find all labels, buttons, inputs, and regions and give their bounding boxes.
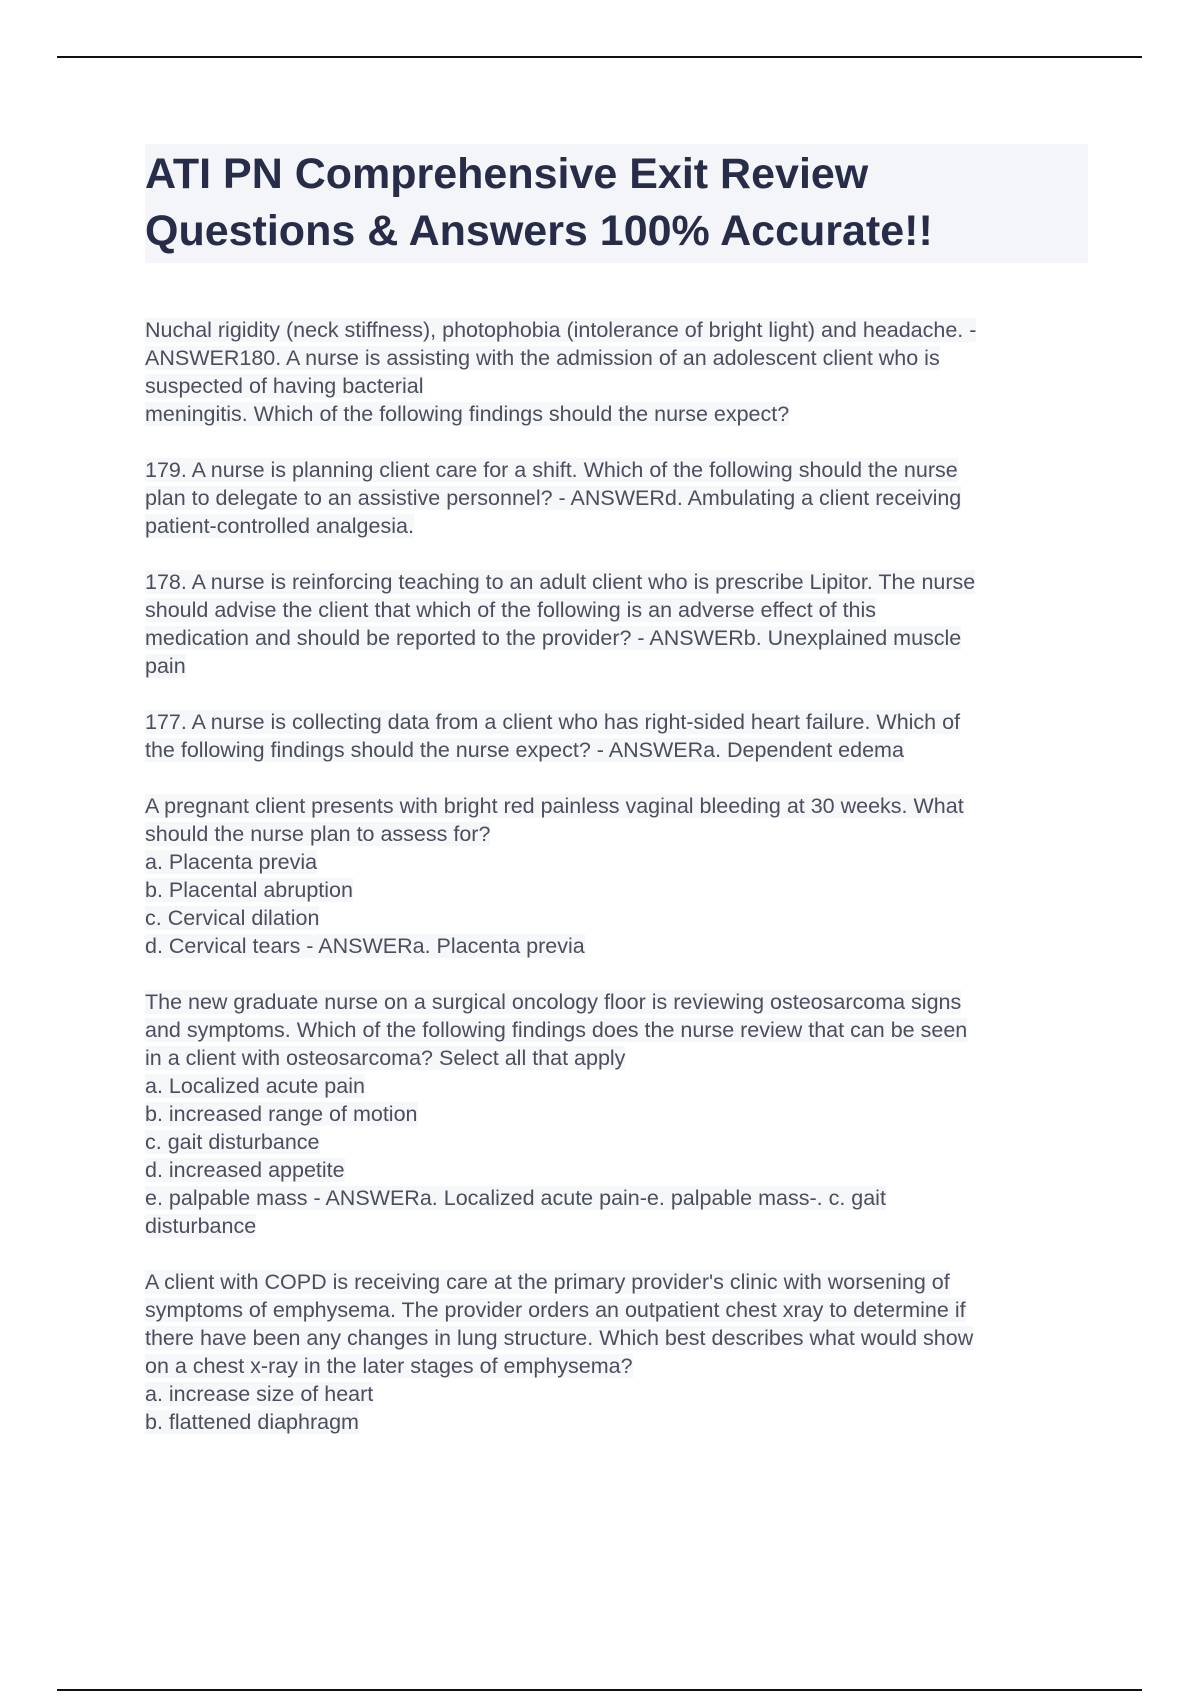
bottom-rule <box>57 1689 1142 1691</box>
top-rule <box>57 56 1142 58</box>
qa-line: pain <box>145 654 186 678</box>
qa-line: 177. A nurse is collecting data from a client who has right-sided heart failure. Which of <box>145 710 961 734</box>
qa-line: patient-controlled analgesia. <box>145 514 414 538</box>
qa-line: and symptoms. Which of the following findings does the nurse review that can be seen <box>145 1018 968 1042</box>
qa-line: b. flattened diaphragm <box>145 1410 359 1434</box>
qa-line: ANSWER180. A nurse is assisting with the admission of an adolescent client who is <box>145 346 940 370</box>
qa-line: on a chest x-ray in the later stages of emphysema? <box>145 1354 633 1378</box>
qa-entry <box>145 708 1088 764</box>
qa-line: a. Localized acute pain <box>145 1074 365 1098</box>
qa-line: c. Cervical dilation <box>145 906 320 930</box>
qa-entry <box>145 988 1088 1240</box>
qa-line: medication and should be reported to the provider? - ANSWERb. Unexplained muscle <box>145 626 962 650</box>
qa-line: plan to delegate to an assistive personnel? - ANSWERd. Ambulating a client receiving <box>145 486 962 510</box>
qa-line: the following findings should the nurse expect? - ANSWERa. Dependent edema <box>145 738 904 762</box>
qa-line: b. Placental abruption <box>145 878 353 902</box>
qa-line: in a client with osteosarcoma? Select all that apply <box>145 1046 626 1070</box>
qa-line: suspected of having bacterial <box>145 374 424 398</box>
qa-entry <box>145 1268 1088 1436</box>
qa-line: The new graduate nurse on a surgical oncology floor is reviewing osteosarcoma signs <box>145 990 962 1014</box>
qa-entry <box>145 792 1088 960</box>
qa-line: there have been any changes in lung structure. Which best describes what would show <box>145 1326 974 1350</box>
qa-line: e. palpable mass - ANSWERa. Localized acute pain-e. palpable mass-. c. gait <box>145 1186 886 1210</box>
qa-line: Nuchal rigidity (neck stiffness), photophobia (intolerance of bright light) and headache. - <box>145 318 977 342</box>
qa-line: d. Cervical tears - ANSWERa. Placenta previa <box>145 934 585 958</box>
qa-line: 178. A nurse is reinforcing teaching to an adult client who is prescribe Lipitor. The nurse <box>145 570 976 594</box>
qa-line: b. increased range of motion <box>145 1102 418 1126</box>
title-line: Questions & Answers 100% Accurate!! <box>145 207 933 255</box>
qa-line: should the nurse plan to assess for? <box>145 822 491 846</box>
qa-line: disturbance <box>145 1214 257 1238</box>
qa-line: A client with COPD is receiving care at the primary provider's clinic with worsening of <box>145 1270 950 1294</box>
qa-line: symptoms of emphysema. The provider orders an outpatient chest xray to determine if <box>145 1298 966 1322</box>
qa-entry <box>145 316 1088 428</box>
qa-line: a. increase size of heart <box>145 1382 374 1406</box>
qa-line: meningitis. Which of the following findings should the nurse expect? <box>145 402 790 426</box>
qa-line: 179. A nurse is planning client care for a shift. Which of the following should the nurse <box>145 458 958 482</box>
qa-line: A pregnant client presents with bright red painless vaginal bleeding at 30 weeks. What <box>145 794 964 818</box>
qa-line: a. Placenta previa <box>145 850 318 874</box>
document-title <box>145 144 1088 263</box>
title-line: ATI PN Comprehensive Exit Review <box>145 150 869 198</box>
qa-entry <box>145 568 1088 680</box>
qa-line: d. increased appetite <box>145 1158 345 1182</box>
document-body <box>145 144 1088 1464</box>
qa-line: should advise the client that which of the following is an adverse effect of this <box>145 598 877 622</box>
qa-entry <box>145 456 1088 540</box>
qa-line: c. gait disturbance <box>145 1130 320 1154</box>
